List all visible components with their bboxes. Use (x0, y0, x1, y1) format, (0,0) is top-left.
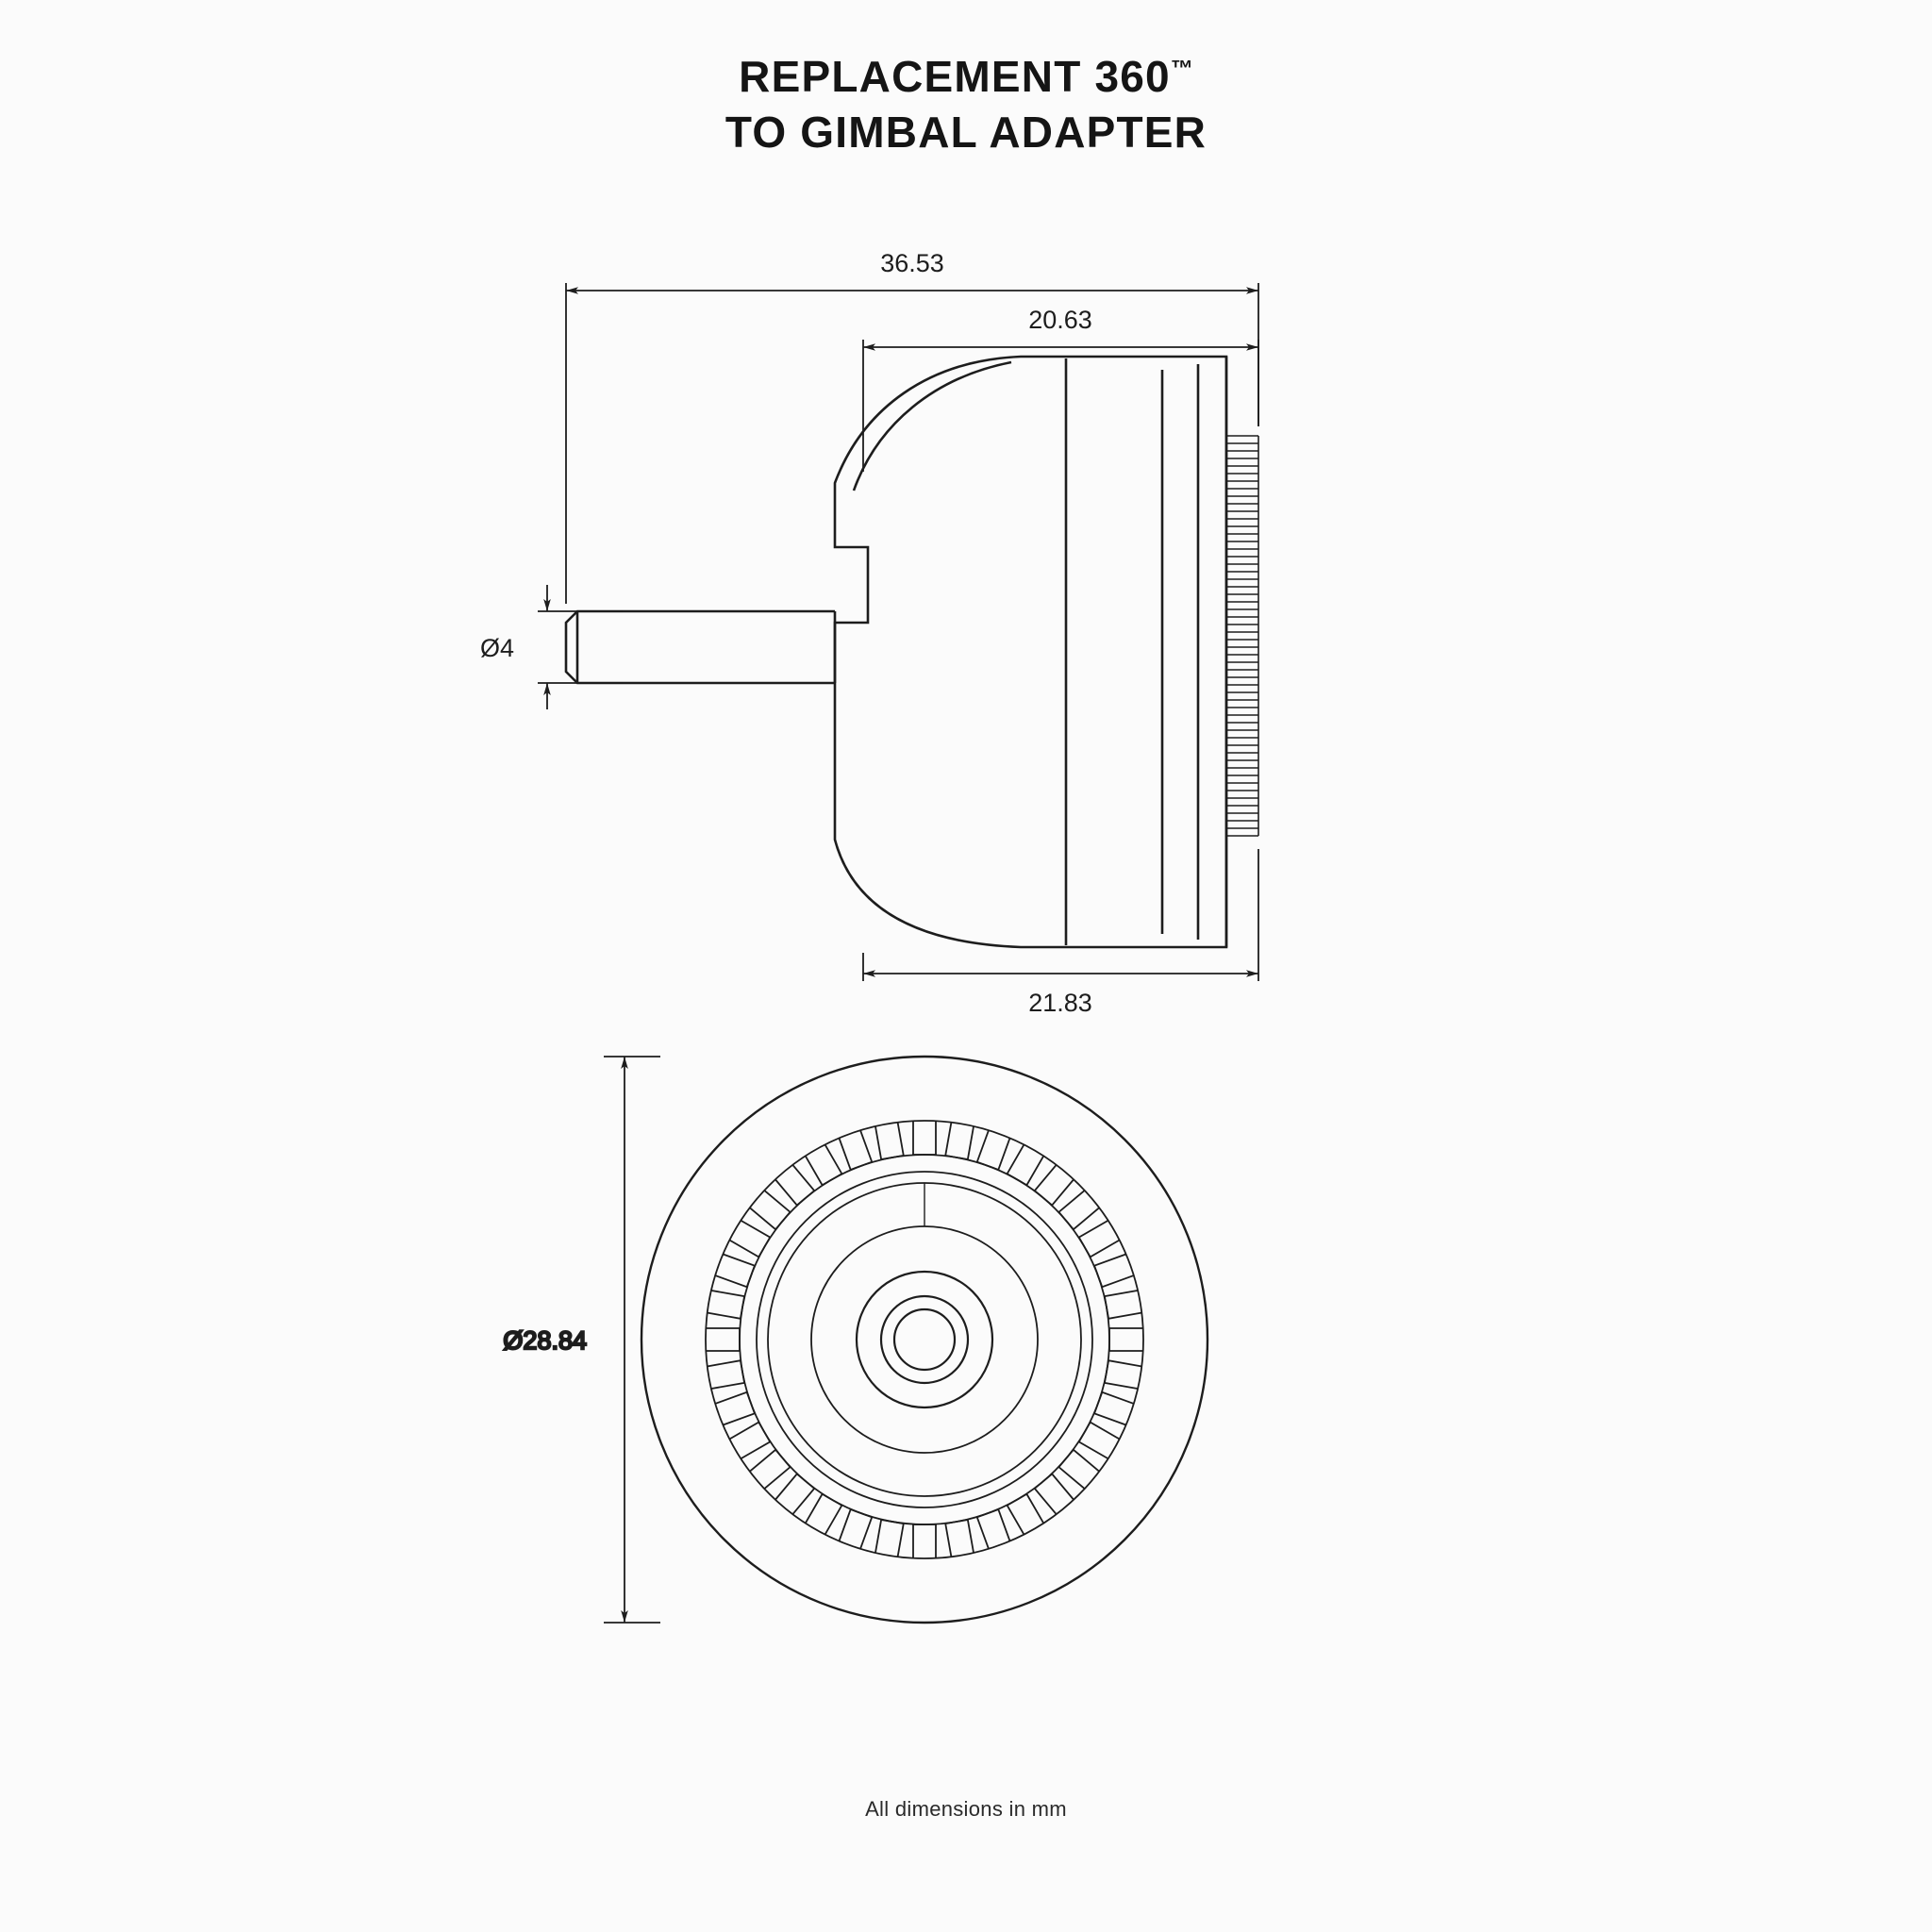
side-section-view (480, 249, 1258, 1017)
dimension-outer-diameter-label: Ø28.84 (503, 1326, 587, 1355)
dimension-body-length-label: 20.63 (1028, 306, 1092, 334)
serrated-edge (1226, 436, 1258, 836)
dimension-shaft-diameter-label: Ø4 (479, 634, 514, 662)
hub-outer-circle (768, 1183, 1081, 1496)
dimension-overall-length-label: 36.53 (880, 249, 944, 277)
footnote: All dimensions in mm (865, 1797, 1067, 1821)
dimension-shaft-diameter (538, 585, 623, 709)
outer-circle (641, 1057, 1208, 1623)
dimension-body-height-label: 21.83 (1028, 989, 1092, 1017)
shaft-pin (566, 611, 835, 683)
bore-inner-circle (894, 1309, 955, 1370)
side-body-outline (835, 357, 1226, 947)
front-view (503, 1057, 1208, 1623)
trademark-symbol: ™ (1170, 56, 1193, 82)
title-line-2: TO GIMBAL ADAPTER (724, 107, 1208, 157)
title-line-1: REPLACEMENT 360 (739, 52, 1171, 101)
dimension-overall-length (566, 283, 1258, 604)
boss-circle (857, 1272, 992, 1407)
dimension-outer-diameter (604, 1057, 660, 1623)
hub-mid-circle (811, 1226, 1038, 1453)
